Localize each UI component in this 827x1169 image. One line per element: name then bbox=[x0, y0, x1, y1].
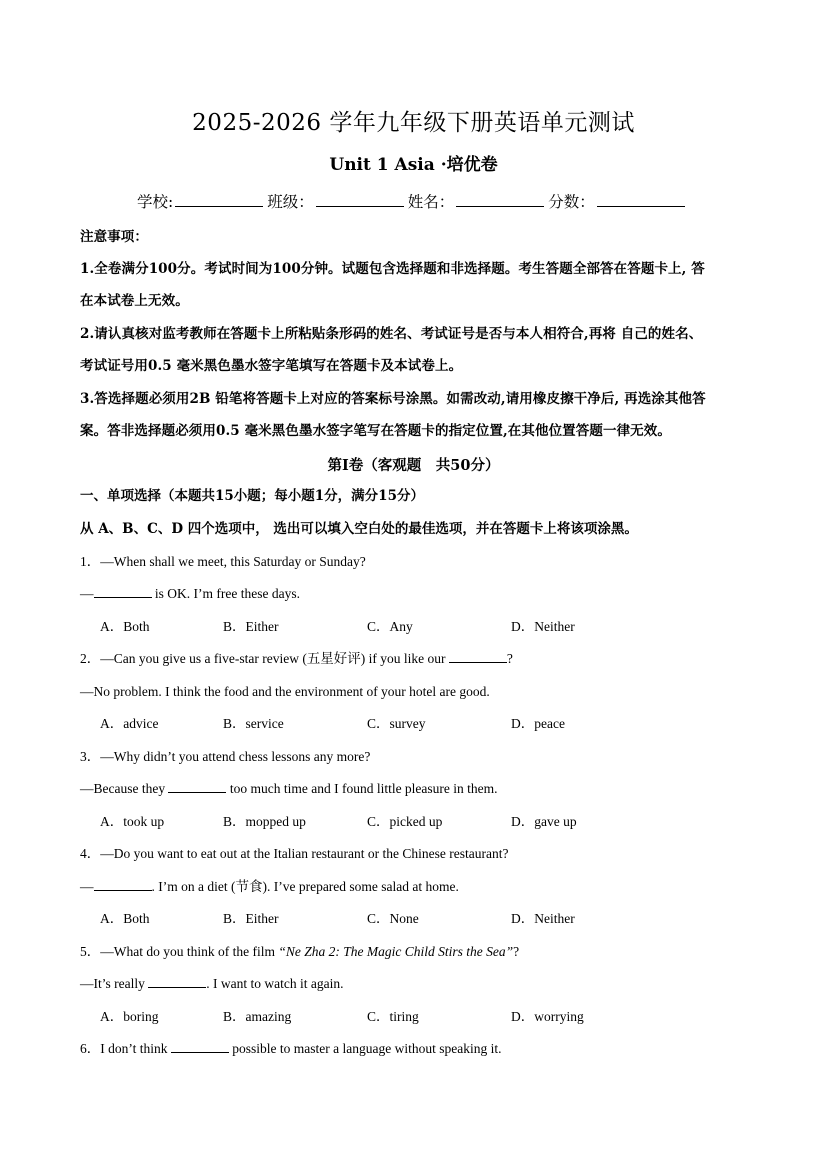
option-b[interactable]: B．amazing bbox=[223, 1009, 292, 1024]
answer-blank[interactable] bbox=[168, 780, 226, 793]
notice-line: 1.全卷满分100分。考试时间为100分钟。试题包含选择题和非选择题。考生答题全部答在答题卡上, 答 bbox=[80, 261, 705, 277]
question-3-stem bbox=[80, 747, 370, 767]
page-subtitle: Unit 1 Asia ·培优卷 bbox=[329, 155, 498, 175]
notice-line: 3.答选择题必须用2B 铅笔将答题卡上对应的答案标号涂黑。如需改动,请用橡皮擦干净后, 再选涂其他答 bbox=[80, 391, 706, 407]
answer-blank[interactable] bbox=[449, 650, 507, 663]
question-text: 6．I don’t think bbox=[80, 1041, 171, 1056]
option-a[interactable]: A．advice bbox=[100, 716, 159, 731]
question-text: possible to master a language without speaking it. bbox=[228, 1041, 502, 1056]
question-text: too much time and I found little pleasure in them. bbox=[226, 781, 498, 796]
answer-blank[interactable] bbox=[148, 975, 206, 988]
question-text: ? bbox=[513, 944, 520, 959]
question-text: — bbox=[80, 879, 94, 894]
question-text: —It’s really bbox=[80, 976, 149, 991]
question-5-response bbox=[80, 974, 343, 994]
question-1-response bbox=[80, 584, 300, 604]
option-c[interactable]: C．None bbox=[367, 911, 419, 926]
option-b[interactable]: B．service bbox=[223, 716, 284, 731]
score-blank[interactable] bbox=[597, 191, 685, 207]
film-title: “Ne Zha 2: The Magic Child Stirs the Sea” bbox=[278, 944, 514, 959]
page-title: 2025-2026 学年九年级下册英语单元测试 bbox=[192, 110, 635, 136]
option-a[interactable]: A．boring bbox=[100, 1009, 159, 1024]
option-c[interactable]: C．tiring bbox=[367, 1009, 419, 1024]
class-blank[interactable] bbox=[316, 191, 404, 207]
option-d[interactable]: D．worrying bbox=[511, 1009, 584, 1024]
option-c[interactable]: C．survey bbox=[367, 716, 426, 731]
question-text: 5．—What do you think of the film bbox=[80, 944, 279, 959]
name-label: 姓名： bbox=[407, 193, 455, 211]
option-a[interactable]: A．took up bbox=[100, 814, 165, 829]
student-info-row bbox=[137, 190, 689, 214]
question-text: 3．—Why didn’t you attend chess lessons any more? bbox=[80, 749, 371, 764]
option-d[interactable]: D．Neither bbox=[511, 619, 575, 634]
notice-line: 考试证号用0.5 毫米黑色墨水签字笔填写在答题卡及本试卷上。 bbox=[80, 358, 463, 374]
answer-blank[interactable] bbox=[94, 878, 152, 891]
question-4-response bbox=[80, 877, 459, 897]
option-d[interactable]: D．Neither bbox=[511, 911, 575, 926]
notice-line: 在本试卷上无效。 bbox=[80, 293, 189, 309]
option-b[interactable]: B．Either bbox=[223, 619, 279, 634]
question-4-stem bbox=[80, 844, 509, 864]
question-6-stem bbox=[80, 1039, 501, 1059]
question-text: 4．—Do you want to eat out at the Italian restaurant or the Chinese restaurant? bbox=[80, 846, 509, 861]
question-text: ? bbox=[506, 651, 513, 666]
question-2-stem bbox=[80, 649, 513, 669]
name-blank[interactable] bbox=[456, 191, 544, 207]
option-c[interactable]: C．picked up bbox=[367, 814, 443, 829]
question-text: 1．—When shall we meet, this Saturday or Sunday? bbox=[80, 554, 366, 569]
question-text: . I’m on a diet (节食). I’ve prepared some salad at home. bbox=[151, 879, 459, 894]
notice-line: 2.请认真核对监考教师在答题卡上所粘贴条形码的姓名、考试证号是否与本人相符合,再将 自己的姓名、 bbox=[80, 326, 703, 342]
section-heading: 一、单项选择（本题共15小题；每小题1分，满分15分） bbox=[80, 488, 424, 504]
question-text: 2．—Can you give us a five-star review (五星好评) if you like our bbox=[80, 651, 449, 666]
option-d[interactable]: D．gave up bbox=[511, 814, 577, 829]
notice-line: 案。答非选择题必须用0.5 毫米黑色墨水签字笔写在答题卡的指定位置,在其他位置答题一律无效。 bbox=[80, 423, 671, 439]
option-a[interactable]: A．Both bbox=[100, 911, 150, 926]
option-d[interactable]: D．peace bbox=[511, 716, 565, 731]
question-5-stem bbox=[80, 942, 519, 962]
option-a[interactable]: A．Both bbox=[100, 619, 150, 634]
class-label: 班级： bbox=[267, 193, 314, 211]
school-label: 学校: bbox=[137, 193, 174, 211]
question-1-stem bbox=[80, 552, 366, 572]
score-label: 分数： bbox=[548, 193, 595, 211]
question-2-response bbox=[80, 682, 490, 702]
question-text: . I want to watch it again. bbox=[206, 976, 344, 991]
section-instruction: 从 A、B、C、D 四个选项中， 选出可以填入空白处的最佳选项，并在答题卡上将该项涂黑。 bbox=[80, 521, 638, 537]
option-c[interactable]: C．Any bbox=[367, 619, 413, 634]
notice-heading: 注意事项： bbox=[80, 229, 148, 245]
part1-title: 第Ⅰ卷（客观题 共50分） bbox=[327, 457, 500, 474]
school-blank[interactable] bbox=[175, 191, 263, 207]
answer-blank[interactable] bbox=[171, 1040, 229, 1053]
question-text: —No problem. I think the food and the environment of your hotel are good. bbox=[80, 684, 490, 699]
question-3-response bbox=[80, 779, 498, 799]
option-b[interactable]: B．Either bbox=[223, 911, 279, 926]
option-b[interactable]: B．mopped up bbox=[223, 814, 306, 829]
answer-blank[interactable] bbox=[94, 585, 152, 598]
question-text: — bbox=[80, 586, 94, 601]
question-text: is OK. I’m free these days. bbox=[151, 586, 300, 601]
question-text: —Because they bbox=[80, 781, 169, 796]
